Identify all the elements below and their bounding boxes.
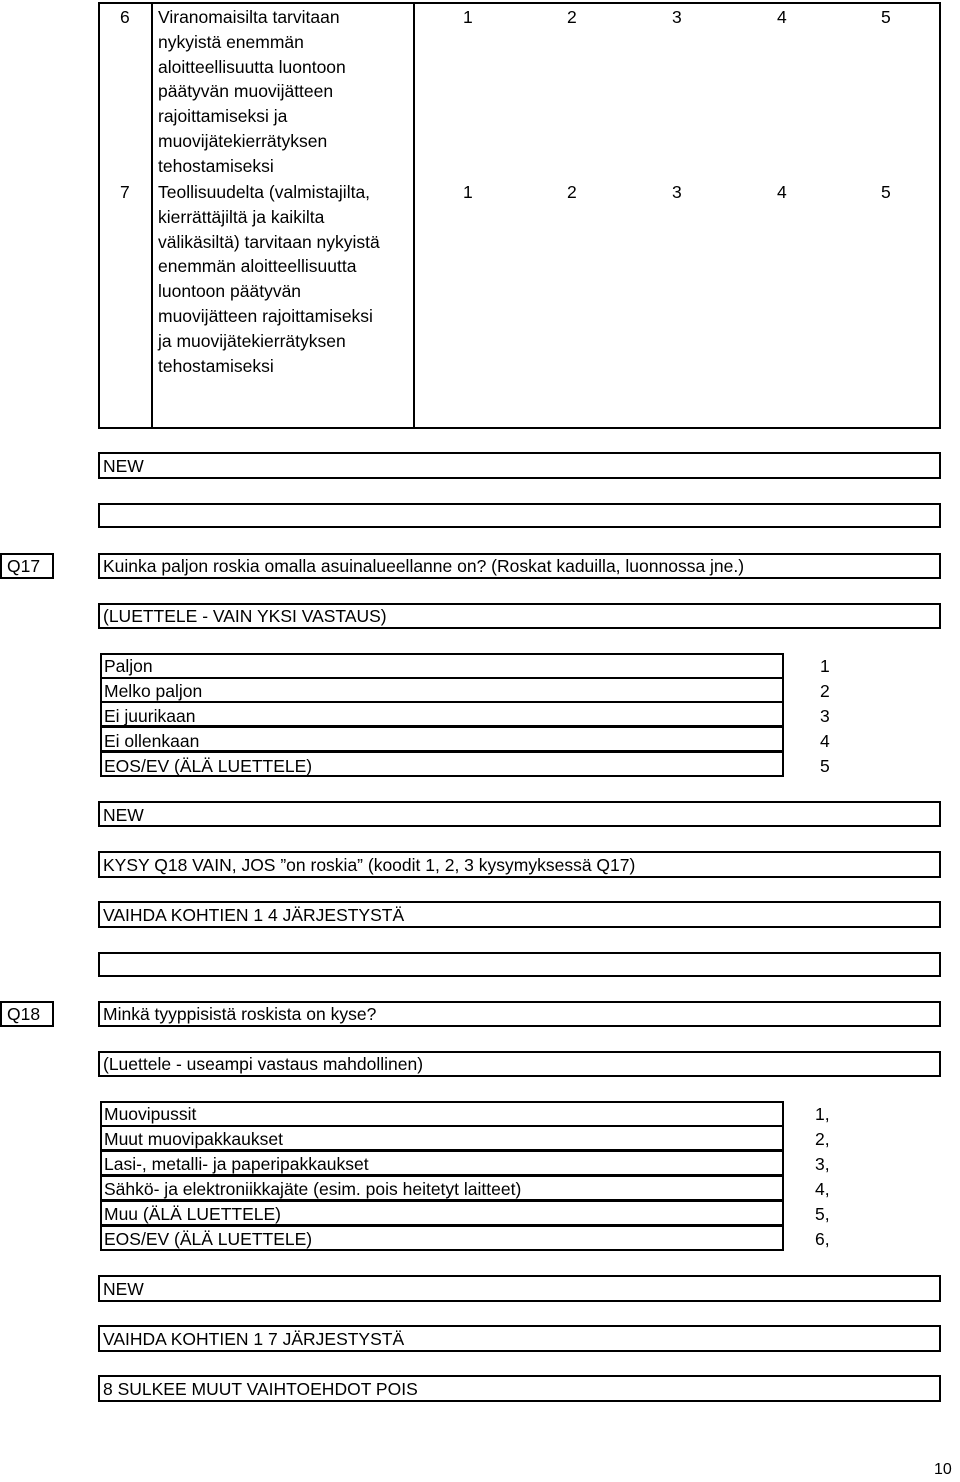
statement-line: rajoittamiseksi ja <box>158 106 288 127</box>
statement-number: 6 <box>120 7 130 27</box>
statement-line: nykyistä enemmän <box>158 31 304 52</box>
option-row[interactable] <box>100 1101 784 1127</box>
question-instruction: (LUETTELE - VAIN YKSI VASTAUS) <box>103 606 387 626</box>
question-id: Q18 <box>7 1004 41 1024</box>
filter-note: KYSY Q18 VAIN, JOS ”on roskia” (koodit 1, 2, 3 kysymyksessä Q17) <box>103 855 636 875</box>
statement-line: Viranomaisilta tarvitaan <box>158 7 340 27</box>
option-label: Muut muovipakkaukset <box>104 1129 283 1149</box>
statement-text <box>158 5 346 179</box>
scale-option[interactable]: 4 <box>777 7 787 27</box>
scale-option[interactable]: 3 <box>672 7 682 27</box>
statement-number: 7 <box>120 182 130 202</box>
option-label: Ei juurikaan <box>104 706 196 726</box>
scale-option[interactable]: 5 <box>881 182 891 202</box>
option-code: 5, <box>815 1204 830 1224</box>
statement-line: tehostamiseksi <box>158 155 274 176</box>
option-code: 2 <box>820 681 830 701</box>
statement-line: enemmän aloitteellisuutta <box>158 256 357 277</box>
scale-option[interactable]: 5 <box>881 7 891 27</box>
option-label: Melko paljon <box>104 681 203 701</box>
option-row[interactable] <box>100 677 784 703</box>
option-label: Ei ollenkaan <box>104 731 200 751</box>
statement-line: kierrättäjiltä ja kaikilta <box>158 206 325 227</box>
statement-line: muovijätekierrätyksen <box>158 130 328 151</box>
option-code: 5 <box>820 756 830 776</box>
page-number: 10 <box>934 1461 952 1478</box>
new-label-box <box>98 452 941 479</box>
statement-line: päätyvän muovijätteen <box>158 81 334 102</box>
statement-line: ja muovijätekierrätyksen <box>158 330 346 351</box>
statement-line: muovijätteen rajoittamiseksi <box>158 305 373 326</box>
new-label: NEW <box>103 805 144 825</box>
new-label-box <box>98 1275 941 1302</box>
question-text: Kuinka paljon roskia omalla asuinalueellanne on? (Roskat kaduilla, luonnossa jne.) <box>103 556 745 576</box>
option-code: 4 <box>820 731 830 751</box>
option-label: Paljon <box>104 656 153 676</box>
question-id: Q17 <box>7 556 41 576</box>
option-code: 3 <box>820 706 830 726</box>
statement-line: Teollisuudelta (valmistajilta, <box>158 182 371 202</box>
option-code: 1 <box>820 656 830 676</box>
question-text: Minkä tyyppisistä roskista on kyse? <box>103 1004 377 1024</box>
new-label: NEW <box>103 1279 144 1299</box>
scale-option[interactable]: 1 <box>463 7 473 27</box>
new-label-box <box>98 801 941 827</box>
option-code: 1, <box>815 1104 830 1124</box>
option-code: 3, <box>815 1154 830 1174</box>
close-note: 8 SULKEE MUUT VAIHTOEHDOT POIS <box>103 1379 418 1399</box>
option-code: 4, <box>815 1179 830 1199</box>
rotate-note: VAIHDA KOHTIEN 1 4 JÄRJESTYSTÄ <box>103 905 405 925</box>
option-row[interactable] <box>100 701 784 727</box>
statement-line: luontoon päätyvän <box>158 281 302 302</box>
rotate-note: VAIHDA KOHTIEN 1 7 JÄRJESTYSTÄ <box>103 1329 405 1349</box>
option-code: 6, <box>815 1229 830 1249</box>
statement-line: aloitteellisuutta luontoon <box>158 56 346 77</box>
scale-option[interactable]: 2 <box>567 182 577 202</box>
scale-option[interactable]: 3 <box>672 182 682 202</box>
option-label: EOS/EV (ÄLÄ LUETTELE) <box>104 756 313 776</box>
empty-field <box>98 503 941 528</box>
option-label: Sähkö- ja elektroniikkajäte (esim. pois heitetyt laitteet) <box>104 1179 522 1199</box>
option-label: Lasi-, metalli- ja paperipakkaukset <box>104 1154 369 1174</box>
option-code: 2, <box>815 1129 830 1149</box>
statement-line: välikäsiltä) tarvitaan nykyistä <box>158 231 380 252</box>
option-row[interactable] <box>100 653 784 679</box>
scale-option[interactable]: 2 <box>567 7 577 27</box>
empty-field <box>98 952 941 977</box>
scale-option[interactable]: 4 <box>777 182 787 202</box>
statement-text <box>158 180 380 378</box>
statement-line: tehostamiseksi <box>158 355 274 376</box>
question-instruction: (Luettele - useampi vastaus mahdollinen) <box>103 1054 424 1074</box>
option-label: Muu (ÄLÄ LUETTELE) <box>104 1204 281 1224</box>
option-label: EOS/EV (ÄLÄ LUETTELE) <box>104 1229 313 1249</box>
option-row[interactable] <box>100 726 784 752</box>
new-label: NEW <box>103 456 144 476</box>
scale-option[interactable]: 1 <box>463 182 473 202</box>
option-label: Muovipussit <box>104 1104 197 1124</box>
